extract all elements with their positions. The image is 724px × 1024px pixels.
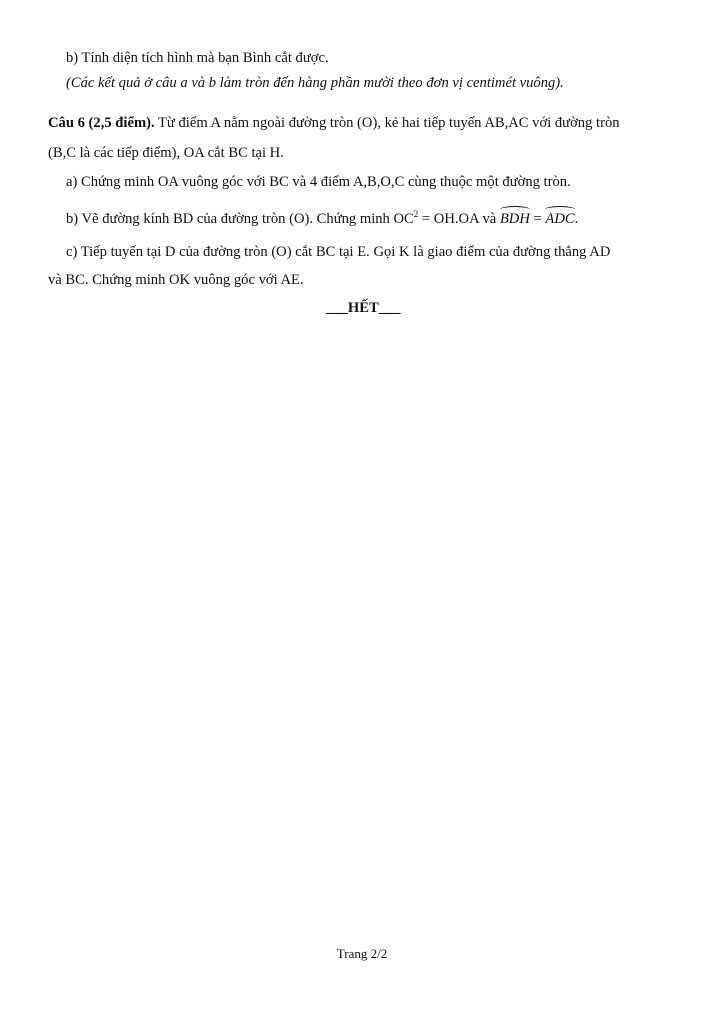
q5-part-b: b) Tính diện tích hình mà bạn Bình cắt được. xyxy=(66,50,329,66)
q6-intro-text-1: Từ điểm A nằm ngoài đường tròn (O), kẻ hai tiếp tuyến AB,AC với đường tròn xyxy=(158,115,620,131)
page-number-footer: Trang 2/2 xyxy=(336,946,388,961)
end-mark: ___HẾT___ xyxy=(326,300,401,316)
arc-adc: ADC xyxy=(545,211,575,227)
q6-part-c-line-2: và BC. Chứng minh OK vuông góc với AE. xyxy=(48,272,304,288)
arc-bdh: BDH xyxy=(499,211,530,227)
q6-part-b-end: . xyxy=(574,211,579,227)
q6-part-b-prefix: b) Vẽ đường kính BD của đường tròn (O). Chứng minh OC xyxy=(66,211,414,227)
q6-part-b-exponent: 2 xyxy=(413,209,419,220)
q6-intro-line-1 xyxy=(48,113,620,133)
q6-part-a: a) Chứng minh OA vuông góc với BC và 4 điểm A,B,O,C cùng thuộc một đường tròn. xyxy=(66,174,571,190)
q6-part-b-mid: = OH.OA và xyxy=(418,211,500,227)
q6-heading: Câu 6 (2,5 điểm). xyxy=(48,115,155,131)
q5-rounding-note: (Các kết quả ở câu a và b làm tròn đến hàng phần mười theo đơn vị centimét vuông). xyxy=(66,75,564,91)
q6-intro-line-2: (B,C là các tiếp điểm), OA cắt BC tại H. xyxy=(48,145,284,161)
q6-part-b xyxy=(66,209,578,229)
q6-part-b-equals: = xyxy=(529,211,546,227)
q6-part-c-line-1: c) Tiếp tuyến tại D của đường tròn (O) cắt BC tại E. Gọi K là giao điểm của đường thẳng AD xyxy=(66,244,611,260)
